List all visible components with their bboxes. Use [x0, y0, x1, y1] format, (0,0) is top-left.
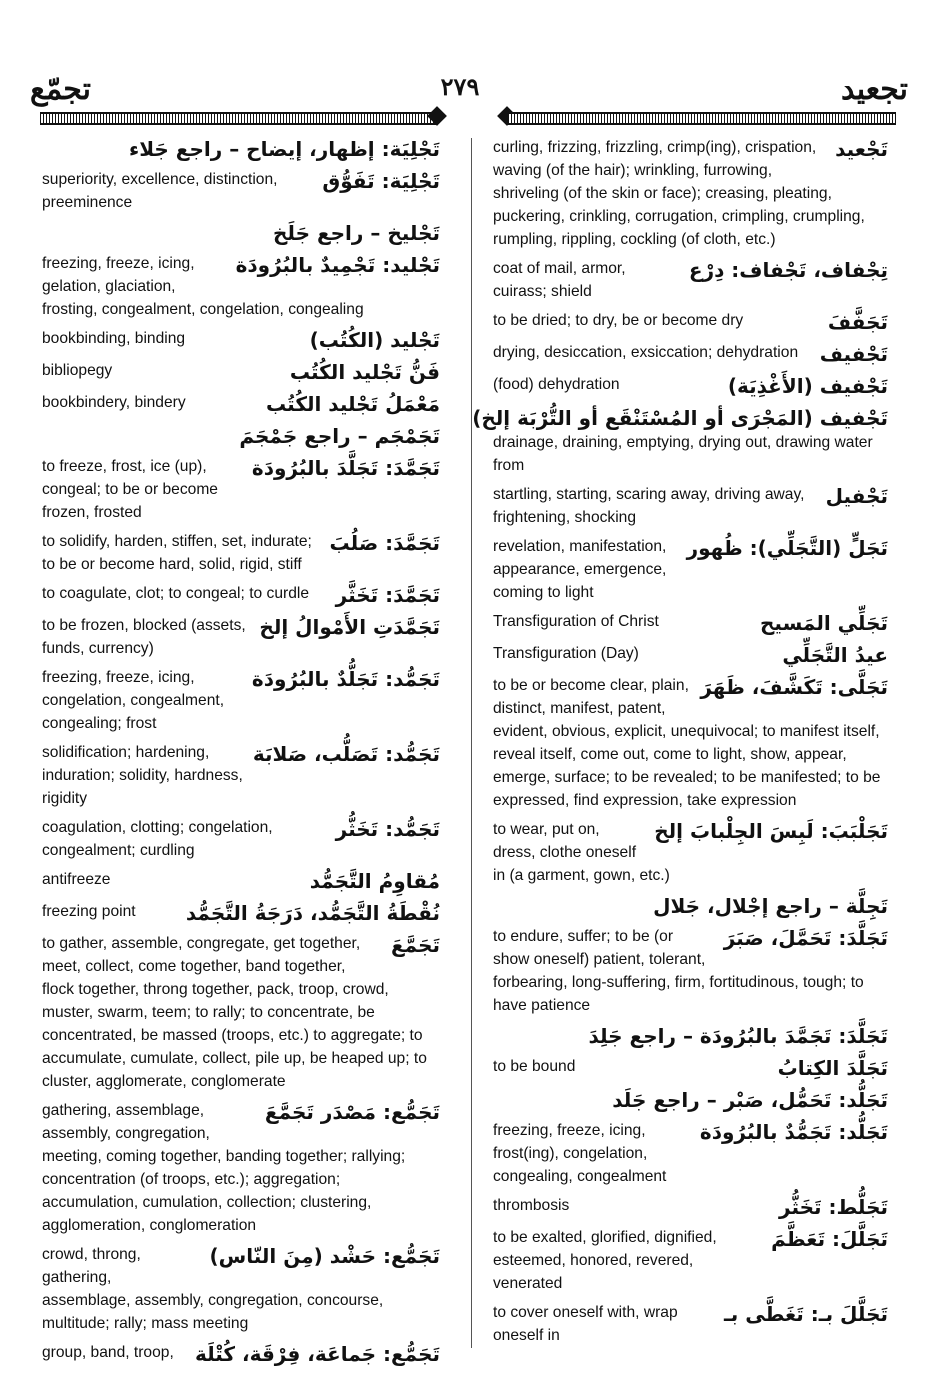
arabic-headword: تَجَلْبَبَ: لَبِسَ الجِلْبابَ إلخ: [654, 819, 888, 843]
dictionary-entry: [493, 535, 888, 604]
english-definition: bibliopegy: [42, 362, 113, 379]
english-definition: freezing, freeze, icing, frost(ing), congelation, congealing, congealment: [493, 1122, 667, 1185]
arabic-headword: تَجَمْجَم – راجع جَمْجَمَ: [239, 424, 440, 448]
english-definition: Transfiguration of Christ: [493, 613, 659, 630]
english-definition: gathering, assemblage, assembly, congregation, meeting, coming together, banding together; rallying; concentration (of troops, etc.); aggregation; accumulation, cumulation, collection; clustering, agglomeration, conglomeration: [42, 1102, 406, 1234]
dictionary-entry: [493, 674, 888, 812]
arabic-headword: تَجْفيف (المَجْرَى أو المُسْتَنْقَع أو التُّرْبَة إلخ): [472, 406, 888, 430]
arabic-headword: تَجَلَّى: تَكَشَّفَ، ظَهَرَ: [700, 675, 888, 699]
english-definition: bookbindery, bindery: [42, 394, 186, 411]
dictionary-entry: [42, 932, 440, 1093]
dictionary-entry: [493, 341, 888, 367]
dictionary-entry: [42, 455, 440, 524]
arabic-headword: تَجَمَّدَتِ الأَمْوالُ إلخ: [259, 615, 440, 639]
left-guide-word: تجمّع: [30, 72, 92, 107]
right-guide-word: تجعيد: [841, 72, 908, 107]
english-definition: solidification; hardening, induration; solidity, hardness, rigidity: [42, 744, 243, 807]
arabic-headword: تَجَمَّدَ: صَلُبَ: [329, 531, 440, 555]
dictionary-entry: [493, 257, 888, 303]
arabic-headword: تَجْليخ – راجع جَلَخ: [273, 221, 440, 245]
arabic-headword: تَجْليد: تَجْمِيدٌ بالبُرُودَة: [235, 253, 440, 277]
english-definition: to be frozen, blocked (assets, funds, currency): [42, 617, 246, 657]
dictionary-entry: [493, 1087, 888, 1113]
header-rule-left: [40, 112, 438, 125]
dictionary-entry: [42, 220, 440, 246]
arabic-headword: تَجَلُّط: تَخَثُّر: [779, 1195, 888, 1219]
english-definition: freezing, freeze, icing, congelation, congealment, congealing; frost: [42, 669, 225, 732]
arabic-headword: تَجَلُّد: تَحَمُّل، صَبْر – راجع جَلَد: [612, 1088, 888, 1112]
dictionary-entry: [42, 168, 440, 214]
english-definition: coagulation, clotting; congelation, congealment; curdling: [42, 819, 273, 859]
english-definition: to freeze, frost, ice (up), congeal; to be or become frozen, frosted: [42, 458, 218, 521]
english-definition: to coagulate, clot; to congeal; to curdle: [42, 585, 309, 602]
dictionary-entry: [42, 359, 440, 385]
arabic-headword: تَجَمُّد: تَصَلُّب، صَلابَة: [252, 742, 440, 766]
dictionary-entry: [493, 1301, 888, 1347]
dictionary-entry: [42, 136, 440, 162]
arabic-headword: تَجِلَّة – راجع إجْلال، جَلال: [653, 894, 888, 918]
dictionary-entry: [493, 1119, 888, 1188]
arabic-headword: تَجَمَّدَ: تَخَثَّر: [335, 583, 440, 607]
arabic-headword: تَجَمُّع: حَشْد (مِنَ النّاس): [209, 1244, 440, 1268]
english-definition: freezing point: [42, 903, 136, 920]
arabic-headword: تَجْلِيَة: إظهار، إيضاح – راجع جَلاء: [129, 137, 440, 161]
english-definition: bookbinding, binding: [42, 330, 186, 347]
english-definition: to be exalted, glorified, dignified, esteemed, honored, revered, venerated: [493, 1229, 717, 1292]
english-definition: coat of mail, armor, cuirass; shield: [493, 260, 626, 300]
dictionary-entry: [42, 816, 440, 862]
english-definition: revelation, manifestation, appearance, emergence, coming to light: [493, 538, 667, 601]
dictionary-entry: [42, 741, 440, 810]
dictionary-entry: [493, 309, 888, 335]
dictionary-entry: [472, 405, 888, 477]
arabic-headword: تَجْلِيَة: تَفَوُّق: [322, 169, 440, 193]
dictionary-entry: [493, 925, 888, 1017]
arabic-headword: تَجَمُّع: جَماعَة، فِرْقَة، كُتْلَة: [194, 1342, 440, 1366]
dictionary-entry: [42, 327, 440, 353]
english-definition: group, band, troop,: [42, 1344, 174, 1361]
dictionary-entry: [493, 483, 888, 529]
arabic-headword: مَعْمَلُ تَجْليد الكُتُب: [266, 392, 440, 416]
dictionary-entry: [42, 1099, 440, 1237]
dictionary-entry: [42, 614, 440, 660]
arabic-headword: تَجَلَّلَ بـ: تَغَطَّى بـ: [723, 1302, 888, 1326]
english-definition: to wear, put on, dress, clothe oneself in (a garment, gown, etc.): [493, 821, 670, 884]
english-definition: to be or become clear, plain, distinct, manifest, patent, evident, obvious, explicit, unequivocal; to manifest itself, reveal itself, come out, come to light, show, appear, emerge, surface; to be revealed; to be manifested; to be expressed, find expression, take expression: [493, 677, 881, 809]
english-definition: Transfiguration (Day): [493, 645, 639, 662]
arabic-headword: تَجَلَّلَ: تَعَظَّمَ: [771, 1227, 888, 1251]
arabic-headword: تَجَلَّدَ الكِتابُ: [777, 1056, 888, 1080]
column-divider: [471, 138, 472, 1348]
left-column: [42, 136, 440, 1373]
dictionary-entry: [493, 610, 888, 636]
dictionary-entry: [493, 1055, 888, 1081]
english-definition: to solidify, harden, stiffen, set, indurate; to be or become hard, solid, rigid, stiff: [42, 533, 312, 573]
dictionary-entry: [493, 1023, 888, 1049]
english-definition: drying, desiccation, exsiccation; dehydration: [493, 344, 799, 361]
arabic-headword: تَجْعيد: [835, 137, 888, 161]
arabic-headword: تَجْليد (الكُتُب): [309, 328, 440, 352]
arabic-headword: تَجَمَّدَ: تَجَلَّدَ بالبُرُودَة: [251, 456, 440, 480]
dictionary-entry: [493, 1194, 888, 1220]
arabic-headword: مُقاوِمُ التَّجَمُّد: [309, 869, 440, 893]
right-column: [472, 136, 888, 1353]
page-number: ٢٧٩: [440, 72, 480, 101]
dictionary-entry: [42, 900, 440, 926]
arabic-headword: تَجَمُّد: تَجَلُّدٌ بالبُرُودَة: [251, 667, 440, 691]
dictionary-entry: [42, 1243, 440, 1335]
english-definition: to endure, suffer; to be (or show oneself) patient, tolerant, forbearing, long-suffering, firm, fortitudinous, tough; to have patience: [493, 928, 864, 1014]
english-definition: to be dried; to dry, be or become dry: [493, 312, 744, 329]
arabic-headword: تَجْفيف: [819, 342, 888, 366]
arabic-headword: تَجْفيف (الأَغْذِيَة): [727, 374, 888, 398]
arabic-headword: تَجَلٍّ (التَّجَلِّي): ظُهور: [686, 536, 888, 560]
dictionary-entry: [42, 423, 440, 449]
dictionary-entry: [493, 136, 888, 251]
dictionary-entry: [493, 373, 888, 399]
english-definition: freezing, freeze, icing, gelation, glaciation, frosting, congealment, congelation, congealing: [42, 255, 364, 318]
arabic-headword: تَجَمُّع: مَصْدَر تَجَمَّعَ: [264, 1100, 440, 1124]
arabic-headword: تَجَلَّدَ: تَجَمَّدَ بالبُرُودَة – راجع جَلِدَ: [588, 1024, 888, 1048]
english-definition: antifreeze: [42, 871, 111, 888]
dictionary-entry: [42, 252, 440, 321]
dictionary-entry: [42, 582, 440, 608]
dictionary-entry: [42, 391, 440, 417]
arabic-headword: تِجْفاف، تَجْفاف: دِرْع: [688, 258, 888, 282]
english-definition: to gather, assemble, congregate, get together, meet, collect, come together, band together, flock together, throng together, pack, troop, crowd, muster, swarm, teem; to rally; to concentrate, be concentrated, be massed (troops, etc.) to aggregate; to accumulate, cumulate, collect, pile up, be heaped up; to cluster, agglomerate, conglomerate: [42, 935, 427, 1090]
arabic-headword: تَجْفيل: [825, 484, 888, 508]
english-definition: drainage, draining, emptying, drying out, drawing water from: [493, 434, 873, 474]
english-definition: to cover oneself with, wrap oneself in: [493, 1304, 678, 1344]
english-definition: to be bound: [493, 1058, 576, 1075]
arabic-headword: تَجَمَّعَ: [391, 933, 440, 957]
arabic-headword: تَجَلَّدَ: تَحَمَّلَ، صَبَرَ: [723, 926, 888, 950]
dictionary-entry: [493, 818, 888, 887]
dictionary-entry: [42, 530, 440, 576]
english-definition: (food) dehydration: [493, 376, 620, 393]
english-definition: curling, frizzing, frizzling, crimp(ing), crispation, waving (of the hair); wrinkling, furrowing, shriveling (of the skin or face); creasing, pleating, puckering, crinkling, corrugation, crimpling, crumpling, rumpling, rippling, cockling (of cloth, etc.): [493, 139, 865, 248]
arabic-headword: تَجَفَّفَ: [827, 310, 888, 334]
arabic-headword: فَنُّ تَجْليد الكُتُب: [289, 360, 440, 384]
english-definition: superiority, excellence, distinction, preeminence: [42, 171, 278, 211]
dictionary-entry: [42, 666, 440, 735]
english-definition: startling, starting, scaring away, driving away, frightening, shocking: [493, 486, 805, 526]
arabic-headword: تَجَلِّي المَسيح: [760, 611, 888, 635]
english-definition: crowd, throng, gathering, assemblage, assembly, congregation, concourse, multitude; rally; mass meeting: [42, 1246, 384, 1332]
dictionary-entry: [493, 1226, 888, 1295]
dictionary-entry: [493, 893, 888, 919]
arabic-headword: عيدُ التَّجَلِّي: [782, 643, 888, 667]
arabic-headword: تَجَلُّد: تَجَمُّدٌ بالبُرُودَة: [699, 1120, 888, 1144]
dictionary-entry: [42, 1341, 440, 1367]
arabic-headword: تَجَمُّد: تَخَثُّر: [335, 817, 440, 841]
dictionary-entry: [42, 868, 440, 894]
dictionary-entry: [493, 642, 888, 668]
header-rule-right: [508, 112, 896, 125]
arabic-headword: نُقْطَةُ التَّجَمُّد، دَرَجَةُ التَّجَمُّد: [185, 901, 440, 925]
english-definition: thrombosis: [493, 1197, 570, 1214]
